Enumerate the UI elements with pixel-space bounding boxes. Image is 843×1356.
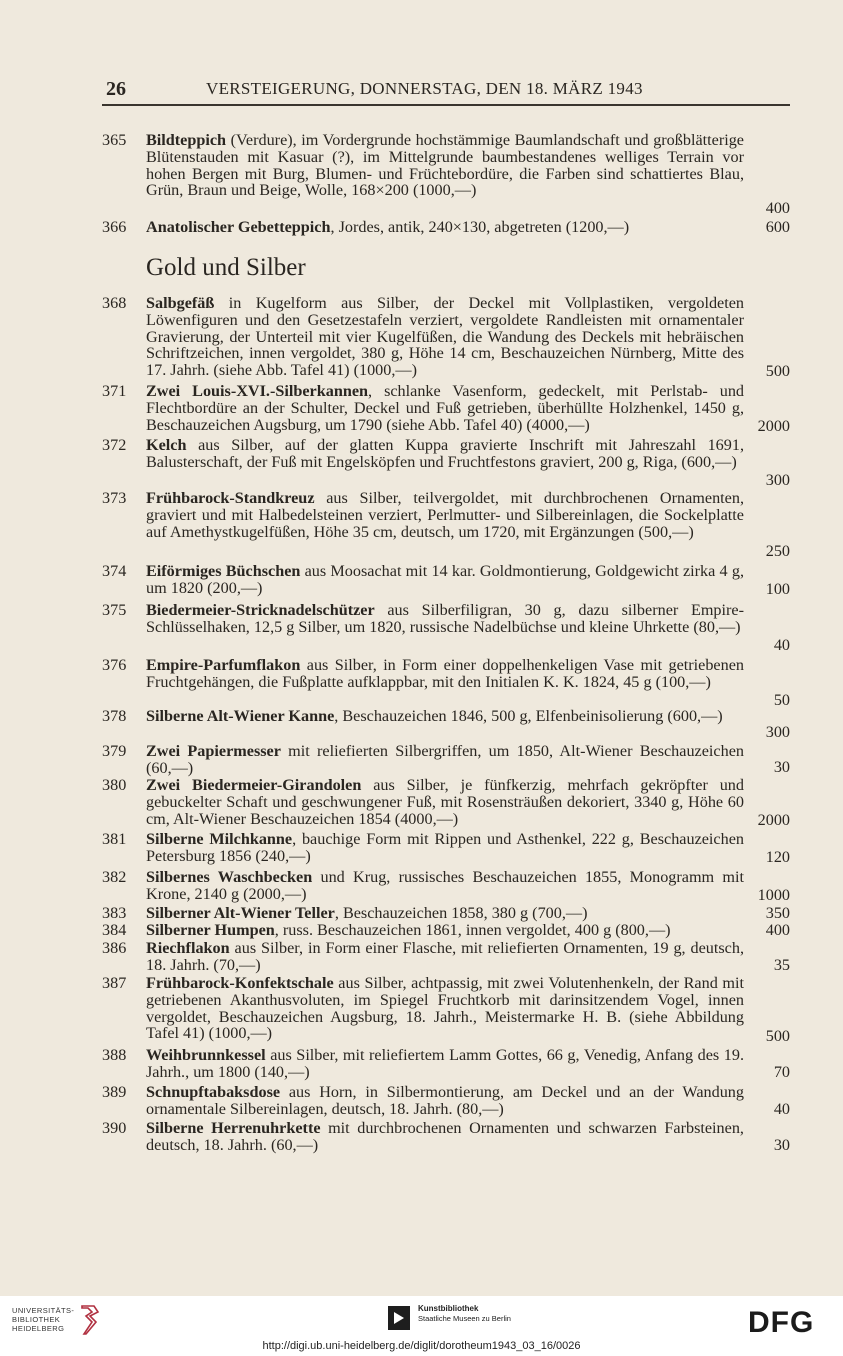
- lot-price: 300: [765, 723, 790, 742]
- lot-title: Eiförmiges Büchschen: [146, 562, 301, 580]
- lot-title: Zwei Biedermeier-Girandolen: [146, 776, 362, 794]
- lot-title: Biedermeier-Stricknadelschützer: [146, 601, 375, 619]
- lot-number: 365: [102, 131, 127, 149]
- lot-description: [146, 1047, 792, 1081]
- lot-price: 250: [765, 542, 790, 561]
- lot-text: aus Silber, auf der glatten Kuppa gravierte Inschrift mit Jahreszahl 1691, Balusterschaft, der Fuß mit Engelsköpfen und Fruchtfestons graviert, 200 g, Riga, (600,—): [146, 436, 744, 471]
- lot-description: [146, 940, 792, 974]
- lot-price: 1000: [757, 886, 790, 905]
- lot-description: [146, 295, 792, 379]
- lot-text: aus Silber, teilvergoldet, mit durchbrochenen Ornamenten, graviert und mit Halbedelsteinen verziert, Perlmutter- und Silbereinlagen, die Sockelplatte auf Amethystkugelfüßen, Höhe 35 cm, deutsch, um 1720, mit Ergänzungen (500,—): [146, 489, 744, 541]
- lot-description: [146, 708, 792, 725]
- lot-number: 381: [102, 830, 127, 848]
- lot-text: , schlanke Vasenform, gedeckelt, mit Perlstab- und Flechtbordüre an der Schulter, Deckel und Fuß getrieben, überhüllte Holzhenkel, 1450 g, Beschauzeichen Augsburg, um 1790 (siehe Abb. Tafel 40) (4000,—): [146, 382, 745, 434]
- lot-title: Empire-Parfumflakon: [146, 656, 301, 674]
- catalog-entry: [102, 437, 792, 489]
- lot-price: 70: [773, 1063, 790, 1082]
- lot-title: Silberne Milchkanne: [146, 830, 293, 848]
- lot-description: [146, 490, 792, 540]
- lot-title: Silberner Alt-Wiener Teller: [146, 904, 335, 922]
- lot-text: aus Silber, je fünfkerzig, mehrfach gekröpfter und gebuckelter Schaft und geschwungener Fuß, mit Rosensträußen dekoriert, 3340 g, Höhe 60 cm, Alt-Wiener Beschauzeichen 1854 (4000,—): [146, 776, 744, 828]
- university-label: [12, 1306, 74, 1333]
- lot-number: 388: [102, 1046, 127, 1064]
- lot-description: [146, 1120, 792, 1154]
- lot-text: , Beschauzeichen 1846, 500 g, Elfenbeinisolierung (600,—): [334, 707, 723, 725]
- lot-number: 382: [102, 868, 127, 886]
- lot-price: 35: [773, 956, 790, 975]
- lot-price: 40: [773, 1100, 790, 1119]
- page-header: [102, 74, 790, 106]
- lot-number: 378: [102, 707, 127, 725]
- lot-price: 50: [773, 691, 790, 710]
- lot-number: 372: [102, 436, 127, 454]
- lot-title: Silberne Alt-Wiener Kanne: [146, 707, 335, 725]
- lot-text: , Jordes, antik, 240×130, abgetreten (1200,—): [330, 218, 630, 236]
- lot-title: Kelch: [146, 436, 187, 454]
- lot-number: 375: [102, 601, 127, 619]
- catalog-entry: [102, 1084, 792, 1118]
- footer-bar: [0, 1296, 843, 1356]
- lot-price: 600: [765, 218, 790, 237]
- lot-text: mit durchbrochenen Ornamenten und schwarzen Farbsteinen, deutsch, 18. Jahrh. (60,—): [146, 1119, 744, 1154]
- lot-number: 374: [102, 562, 127, 580]
- catalog-entry: [102, 777, 792, 829]
- lot-price: 400: [765, 199, 790, 218]
- lot-price: 300: [765, 471, 790, 490]
- catalog-entry: [102, 1047, 792, 1081]
- lot-title: Silbernes Waschbecken: [146, 868, 313, 886]
- catalog-entry: [102, 922, 792, 939]
- lot-text: aus Silber, in Form einer doppelhenkeligen Vase mit getriebenen Fruchtgehängen, die Fußplatte aufklappbar, mit den Initialen K. K. 1824, 45 g (100,—): [146, 656, 744, 691]
- header-title: VERSTEIGERUNG, DONNERSTAG, DEN 18. MÄRZ 1943: [206, 79, 643, 98]
- catalog-entry: [102, 295, 792, 380]
- section-title: Gold und Silber: [146, 254, 306, 281]
- lot-title: Silberner Humpen: [146, 921, 275, 939]
- lot-price: 350: [765, 904, 790, 923]
- lot-price: 30: [773, 1136, 790, 1155]
- lot-number: 379: [102, 742, 127, 760]
- lot-text: aus Silber, in Form einer Flasche, mit reliefierten Ornamenten, 19 g, deutsch, 18. Jahrh. (70,—): [146, 939, 744, 974]
- lot-description: [146, 382, 792, 436]
- lot-title: Schnupftabaksdose: [146, 1083, 281, 1101]
- lot-text: aus Silber, mit reliefiertem Lamm Gottes, 66 g, Venedig, Anfang des 19. Jahrh., um 1800 (140,—): [146, 1046, 744, 1081]
- lot-text: und Krug, russisches Beschauzeichen 1855, Monogramm mit Krone, 2140 g (2000,—): [146, 868, 744, 903]
- lot-title: Zwei Louis-XVI.-Silberkannen: [146, 382, 369, 400]
- lot-number: 380: [102, 776, 127, 794]
- lot-title: Riechflakon: [146, 939, 230, 957]
- catalog-entry: [102, 940, 792, 974]
- lot-title: Frühbarock-Konfektschale: [146, 974, 334, 992]
- lot-description: [146, 657, 792, 691]
- lot-number: 387: [102, 974, 127, 992]
- lot-description: [146, 922, 792, 939]
- lot-price: 500: [765, 362, 790, 381]
- lot-price: 100: [765, 580, 790, 599]
- catalog-entry: [102, 132, 792, 217]
- kb-title: Kunstbibliothek: [418, 1304, 479, 1313]
- lot-description: [146, 1084, 792, 1118]
- lot-title: Frühbarock-Standkreuz: [146, 489, 315, 507]
- lot-title: Anatolischer Gebetteppich: [146, 218, 331, 236]
- lot-description: [146, 869, 792, 903]
- lot-number: 373: [102, 489, 127, 507]
- lot-description: [146, 905, 792, 922]
- lot-description: [146, 219, 792, 236]
- lot-description: [146, 831, 792, 865]
- lot-title: Salbgefäß: [146, 294, 215, 312]
- lot-number: 366: [102, 218, 127, 236]
- lot-text: aus Horn, in Silbermontierung, am Deckel und an der Wandung ornamentale Silbereinlagen, deutsch, 18. Jahrh. (80,—): [146, 1083, 744, 1118]
- catalog-entry: [102, 743, 792, 776]
- university-name: UNIVERSITÄTS- BIBLIOTHEK HEIDELBERG: [12, 1306, 75, 1333]
- lot-number: 371: [102, 382, 127, 400]
- lot-price: 40: [773, 636, 790, 655]
- dfg-logo: DFG: [748, 1306, 815, 1339]
- catalog-entry: [102, 905, 792, 922]
- lot-number: 390: [102, 1119, 127, 1137]
- page-number: 26: [106, 78, 126, 100]
- catalog-entry: [102, 869, 792, 904]
- lot-price: 2000: [757, 417, 790, 436]
- catalog-entry: [102, 708, 792, 741]
- kb-subtitle: Staatliche Museen zu Berlin: [418, 1314, 511, 1323]
- lot-text: , Beschauzeichen 1858, 380 g (700,—): [334, 904, 588, 922]
- lot-description: [146, 132, 792, 199]
- lot-title: Silberne Herrenuhrkette: [146, 1119, 321, 1137]
- lot-description: [146, 975, 792, 1042]
- lot-number: 368: [102, 294, 127, 312]
- lot-number: 386: [102, 939, 127, 957]
- lot-text: , bauchige Form mit Rippen und Asthenkel, 222 g, Beschauzeichen Petersburg 1856 (240,—): [146, 830, 744, 865]
- catalog-entry: [102, 490, 792, 560]
- lot-description: [146, 563, 792, 597]
- lot-text: aus Silberfiligran, 30 g, dazu silberner Empire-Schlüsselhaken, 12,5 g Silber, um 1820, russische Nadelbüchse und kleine Uhrkette (80,—): [146, 601, 744, 636]
- lot-title: Weihbrunnkessel: [146, 1046, 266, 1064]
- lot-description: [146, 743, 792, 777]
- catalog-entry: [102, 219, 792, 236]
- catalog-entry: [102, 975, 792, 1045]
- university-logo-icon: [78, 1304, 100, 1336]
- lot-number: 376: [102, 656, 127, 674]
- catalog-entry: [102, 657, 792, 709]
- lot-title: Zwei Papiermesser: [146, 742, 281, 760]
- catalog-entry: [102, 383, 792, 435]
- kunstbibliothek-logo-icon: [386, 1304, 412, 1332]
- kunstbibliothek-label: [418, 1304, 511, 1324]
- source-url[interactable]: http://digi.ub.uni-heidelberg.de/diglit/dorotheum1943_03_16/0026: [262, 1340, 581, 1352]
- lot-text: (Verdure), im Vordergrunde hochstämmige Baumlandschaft und großblätterige Blütenstauden mit Kasuar (?), im Mittelgrunde baumbestandenes welliges Terrain vor hohen Bergen mit Burg, Blumen- und Früchtebordüre, die Farben sind schattiertes Blau, Grün, Braun und Beige, Wolle, 168×200 (1000,—): [146, 131, 744, 200]
- lot-title: Bildteppich: [146, 131, 227, 149]
- catalog-entry: [102, 1120, 792, 1154]
- lot-description: [146, 776, 792, 830]
- lot-text: aus Moosachat mit 14 kar. Goldmontierung, Goldgewicht zirka 4 g, um 1820 (200,—): [146, 562, 744, 597]
- catalog-entry: [102, 602, 792, 654]
- lot-price: 120: [765, 848, 790, 867]
- catalog-entry: [102, 563, 792, 598]
- lot-price: 2000: [757, 811, 790, 830]
- lot-text: , russ. Beschauzeichen 1861, innen vergoldet, 400 g (800,—): [274, 921, 671, 939]
- lot-text: in Kugelform aus Silber, der Deckel mit Vollplastiken, vergoldeten Löwenfiguren und den Gesetzestafeln verziert, vergoldete Randleisten mit ornamentaler Gravierung, der Unterteil mit vier Kugelfüßen, die Wandung des Deckels mit hebräischen Schriftzeichen, innen vergoldet, 380 g, Höhe 14 cm, Beschauzeichen Nürnberg, Mitte des 17. Jahrh. (siehe Abb. Tafel 41) (1000,—): [146, 294, 744, 380]
- lot-number: 383: [102, 904, 127, 922]
- lot-price: 400: [765, 921, 790, 940]
- lot-number: 384: [102, 921, 127, 939]
- lot-number: 389: [102, 1083, 127, 1101]
- lot-description: [146, 602, 792, 636]
- lot-text: aus Silber, achtpassig, mit zwei Volutenhenkeln, der Rand mit getriebenen Akanthusvoluten, im Spiegel Fruchtkorb mit darinsitzendem Vogel, innen vergoldet, Beschauzeichen Augsburg, 18. Jahrh., Meistermarke H. B. (siehe Abbildung Tafel 41) (1000,—): [146, 974, 744, 1043]
- lot-price: 30: [773, 758, 790, 777]
- lot-description: [146, 437, 792, 471]
- lot-price: 500: [765, 1027, 790, 1046]
- catalog-entry: [102, 831, 792, 866]
- lot-text: mit reliefierten Silbergriffen, um 1850, Alt-Wiener Beschauzeichen (60,—): [146, 742, 744, 777]
